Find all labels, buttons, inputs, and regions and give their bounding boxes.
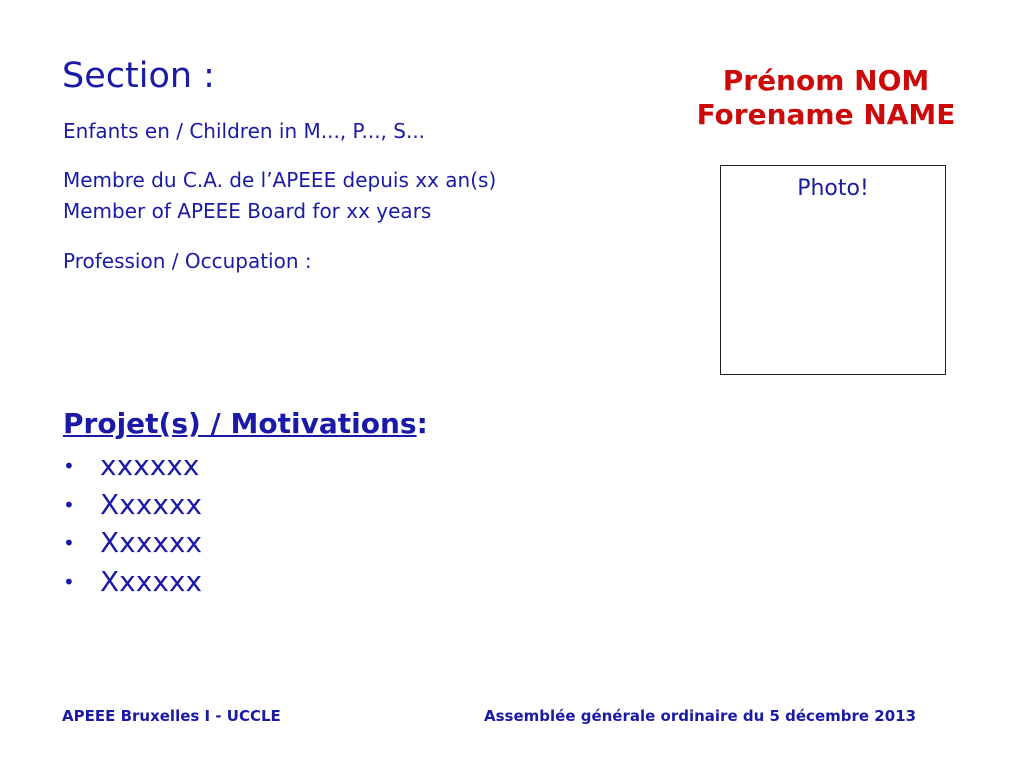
projects-heading-colon: : [416,407,428,440]
name-line-fr: Prénom NOM [722,64,930,97]
bullet-icon: • [63,454,75,478]
board-membership-en: Member of APEEE Board for xx years [63,199,432,223]
projects-heading [63,404,428,444]
bullet-icon: • [63,569,75,594]
photo-placeholder [720,165,946,375]
candidate-name [660,64,992,132]
photo-label: Photo! [797,176,869,201]
list-item-text: Xxxxxx [100,526,203,559]
footer-organization: APEEE Bruxelles I - UCCLE [62,707,281,725]
list-item-text: xxxxxx [100,449,200,482]
section-title: Section : [62,56,215,96]
list-item-text: Xxxxxx [100,487,203,521]
name-line-en: Forename NAME [696,98,956,131]
list-item-text: Xxxxxx [100,564,203,598]
children-line: Enfants en / Children in M..., P..., S... [63,119,426,143]
bullet-icon: • [63,492,75,517]
bullet-icon: • [63,531,75,555]
profession-line: Profession / Occupation : [63,249,312,273]
board-membership-fr: Membre du C.A. de l’APEEE depuis xx an(s) [63,168,497,192]
projects-heading-text: Projet(s) / Motivations [63,407,417,440]
footer-event: Assemblée générale ordinaire du 5 décembre 2013 [484,707,917,725]
